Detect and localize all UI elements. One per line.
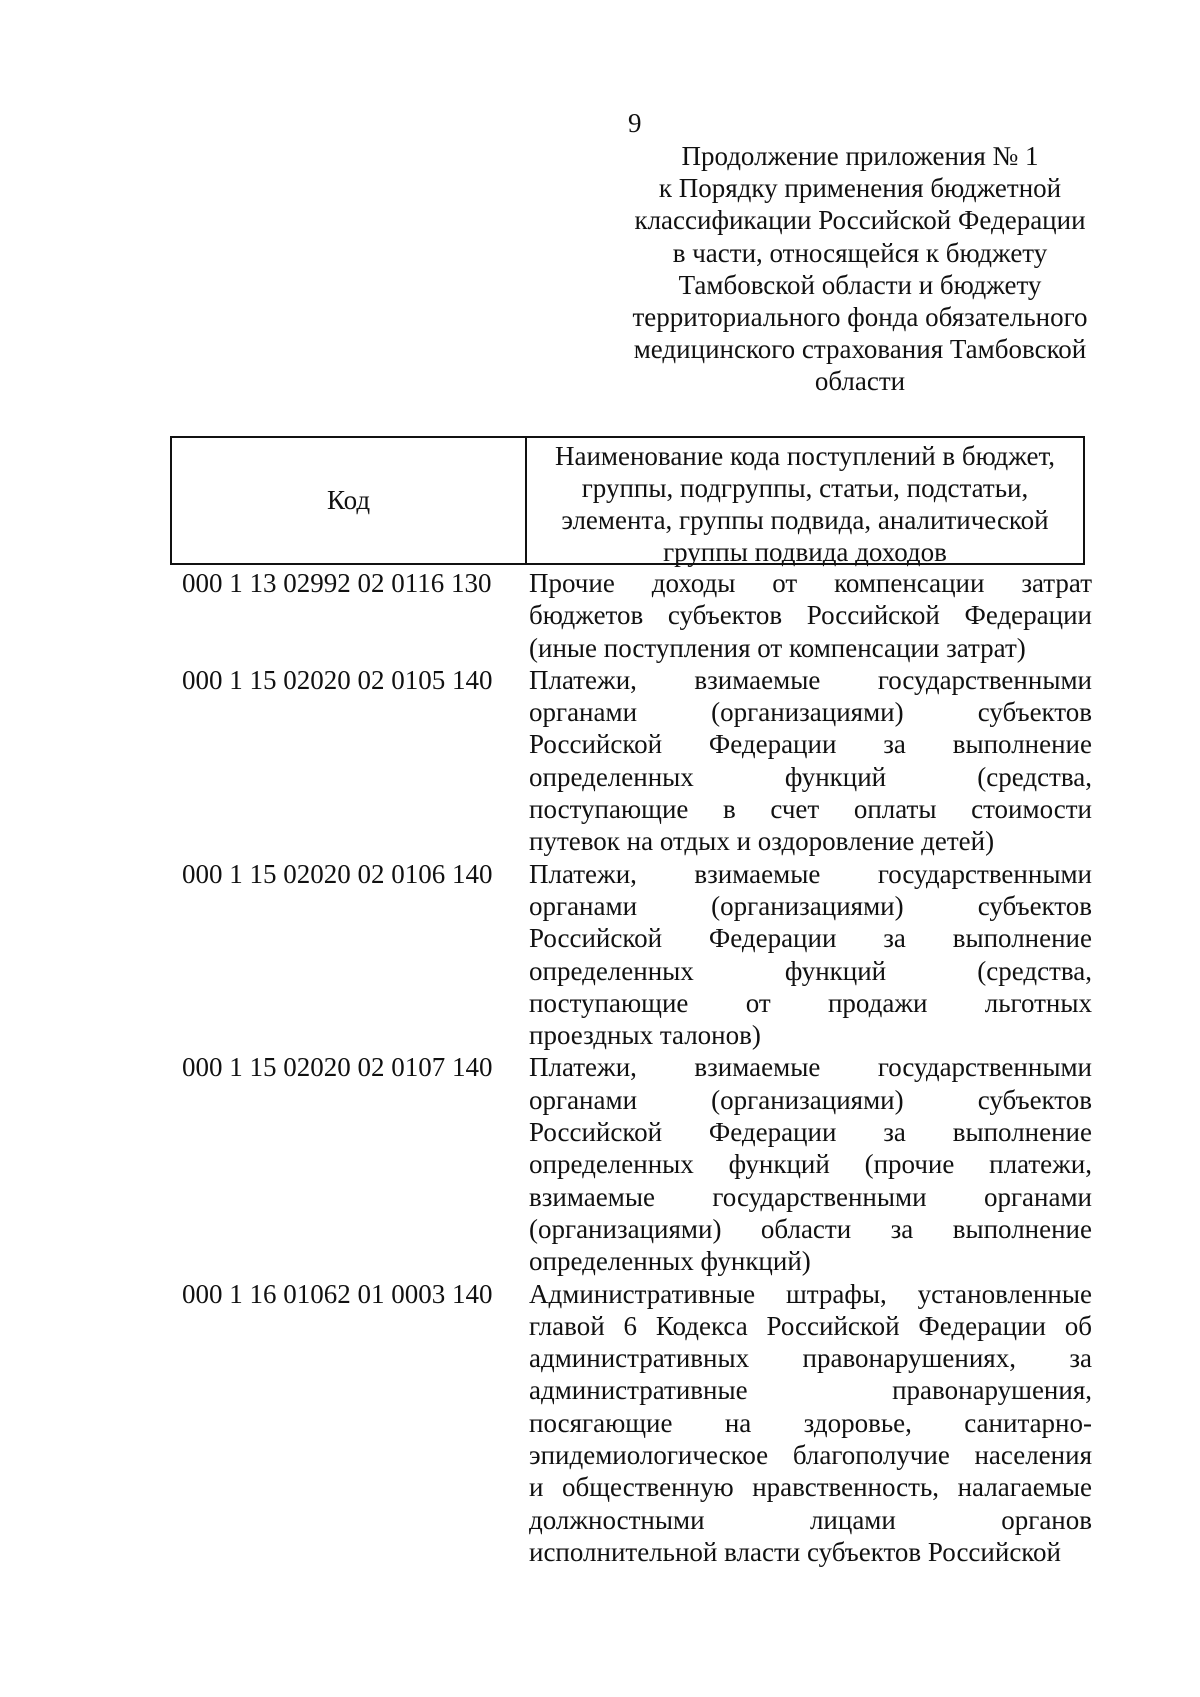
table-row [170,1278,1105,1569]
header-line: медицинского страхования Тамбовской [633,334,1087,365]
header-line: области [814,366,906,397]
column-header-name-line: Наименование кода поступлений в бюджет, [554,441,1056,471]
description-line: Прочие доходы от компенсации затрат [529,568,1092,598]
table-body [170,567,1105,1568]
description-line: определенных функций (средства, [529,761,1092,792]
description-line: определенных функций (прочие платежи, [529,1149,1092,1180]
income-code: 000 1 15 02020 02 0107 140 [182,1052,493,1083]
description-line: главой 6 Кодекса Российской Федерации об [529,1310,1092,1341]
description-line: административных правонарушениях, за [529,1343,1092,1374]
appendix-header [600,140,1120,398]
description-line: бюджетов субъектов Российской Федерации [529,600,1092,631]
column-header-name-line: группы подвида доходов [663,537,947,567]
description-line: административные правонарушения, [529,1375,1092,1406]
description-line: органами (организациями) субъектов [529,697,1092,728]
description-line: и общественную нравственность, налагаемые [529,1472,1092,1503]
column-header-code: Код [172,438,527,563]
income-code: 000 1 15 02020 02 0106 140 [182,858,493,889]
description-line: определенных функций (средства, [529,955,1092,986]
description-line: Административные штрафы, установленные [529,1278,1092,1309]
income-code: 000 1 16 01062 01 0003 140 [182,1278,493,1309]
income-description [525,1051,1092,1277]
description-line: поступающие от продажи льготных [529,987,1092,1018]
table-header [170,436,1085,565]
description-line: Платежи, взимаемые государственными [529,858,1092,889]
description-line: проездных талонов) [529,1020,761,1051]
page-number: 9 [628,108,642,138]
table-row [170,567,1105,664]
income-description [525,664,1092,858]
description-line: органами (организациями) субъектов [529,1084,1092,1115]
table-row [170,858,1105,1052]
header-line: в части, относящейся к бюджету [672,237,1048,268]
income-description [525,567,1092,664]
description-line: исполнительной власти субъектов Российской [529,1536,1061,1567]
description-line: поступающие в счет оплаты стоимости [529,794,1092,825]
header-line: Продолжение приложения № 1 [681,141,1039,171]
income-code: 000 1 15 02020 02 0105 140 [182,664,493,695]
income-description [525,1278,1092,1569]
description-line: Платежи, взимаемые государственными [529,664,1092,695]
description-line: Российской Федерации за выполнение [529,923,1092,954]
description-line: Российской Федерации за выполнение [529,729,1092,760]
column-header-name [527,438,1083,567]
description-line: взимаемые государственными органами [529,1181,1092,1212]
description-line: должностными лицами органов [529,1504,1092,1535]
table-row [170,664,1105,858]
description-line: путевок на отдых и оздоровление детей) [529,826,995,857]
header-line: к Порядку применения бюджетной [658,173,1062,204]
header-line: Тамбовской области и бюджету [678,269,1042,300]
description-line: органами (организациями) субъектов [529,890,1092,921]
description-line: Платежи, взимаемые государственными [529,1052,1092,1083]
income-code: 000 1 13 02992 02 0116 130 [182,568,492,598]
description-line: Российской Федерации за выполнение [529,1117,1092,1148]
description-line: эпидемиологическое благополучие населения [529,1440,1092,1471]
table-row [170,1051,1105,1277]
description-line: (организациями) области за выполнение [529,1213,1092,1244]
column-header-name-line: группы, подгруппы, статьи, подстатьи, [581,473,1029,503]
description-line: (иные поступления от компенсации затрат) [529,632,1026,663]
description-line: определенных функций) [529,1246,811,1277]
description-line: посягающие на здоровье, санитарно- [529,1407,1092,1438]
header-line: классификации Российской Федерации [634,205,1086,236]
header-line: территориального фонда обязательного [632,302,1088,333]
income-description [525,858,1092,1052]
column-header-name-line: элемента, группы подвида, аналитической [561,505,1049,535]
